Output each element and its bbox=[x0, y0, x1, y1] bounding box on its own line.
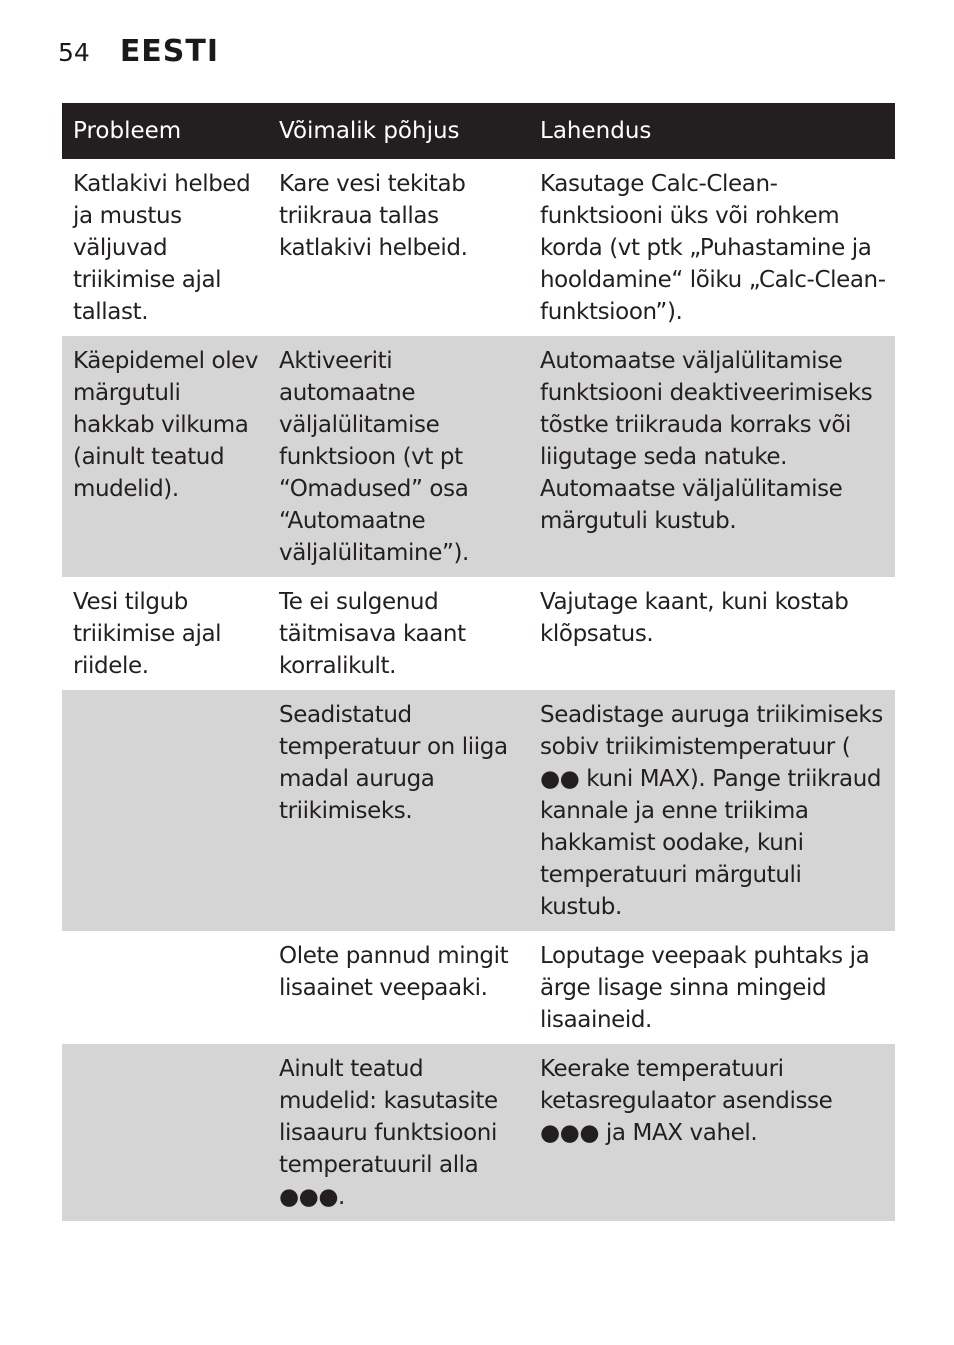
column-header-problem: Probleem bbox=[62, 103, 268, 159]
problem-cell bbox=[62, 931, 268, 1044]
cause-cell: Te ei sulgenud täitmisava kaant korralikult. bbox=[279, 589, 466, 679]
cause-cell: Kare vesi tekitab triikraua tallas katlakivi helbeid. bbox=[279, 171, 468, 261]
section-title: EESTI bbox=[119, 34, 220, 69]
page-header bbox=[58, 34, 219, 74]
table-row bbox=[62, 577, 895, 690]
column-header-cause: Võimalik põhjus bbox=[268, 103, 529, 159]
table-body bbox=[62, 159, 895, 1221]
page-number: 54 bbox=[58, 38, 90, 67]
table-row bbox=[62, 931, 895, 1044]
solution-cell: Vajutage kaant, kuni kostab klõpsatus. bbox=[540, 589, 849, 647]
problem-cell: Käepidemel olev märgutuli hakkab vilkuma (ainult teatud mudelid). bbox=[62, 336, 268, 577]
table-header bbox=[62, 103, 895, 159]
problem-cell bbox=[62, 1044, 268, 1221]
solution-cell: Kasutage Calc-Clean-funktsiooni üks või rohkem korda (vt ptk „Puhastamine ja hooldamine“ lõiku „Calc-Clean-funktsioon”). bbox=[540, 171, 886, 325]
table-row bbox=[62, 159, 895, 336]
table-header-row bbox=[62, 103, 895, 159]
problem-cell bbox=[62, 690, 268, 931]
cause-cell: Olete pannud mingit lisaainet veepaaki. bbox=[279, 943, 509, 1001]
cause-cell: Ainult teatud mudelid: kasutasite lisaauru funktsiooni temperatuuril alla ●●●. bbox=[268, 1044, 529, 1221]
cause-cell: Aktiveeriti automaatne väljalülitamise funktsioon (vt pt “Omadused” osa “Automaatne väljalülitamine”). bbox=[268, 336, 529, 577]
solution-cell: Seadistage auruga triikimiseks sobiv triikimistemperatuur ( ●● kuni MAX). Pange triikraud kannale ja enne triikima hakkamist oodake, kuni temperatuuri märgutuli kustub. bbox=[529, 690, 895, 931]
solution-cell: Keerake temperatuuri ketasregulaator asendisse ●●● ja MAX vahel. bbox=[529, 1044, 895, 1221]
troubleshooting-table bbox=[62, 103, 895, 1221]
solution-cell: Loputage veepaak puhtaks ja ärge lisage sinna mingeid lisaaineid. bbox=[540, 943, 870, 1033]
problem-cell: Vesi tilgub triikimise ajal riidele. bbox=[73, 589, 222, 679]
column-header-solution: Lahendus bbox=[529, 103, 895, 159]
table-row bbox=[62, 336, 895, 577]
table-row bbox=[62, 1044, 895, 1221]
problem-cell: Katlakivi helbed ja mustus väljuvad triikimise ajal tallast. bbox=[73, 171, 251, 325]
cause-cell: Seadistatud temperatuur on liiga madal auruga triikimiseks. bbox=[268, 690, 529, 931]
table-row bbox=[62, 690, 895, 931]
solution-cell: Automaatse väljalülitamise funktsiooni deaktiveerimiseks tõstke triikrauda korraks või liigutage seda natuke. Automaatse väljalülitamise märgutuli kustub. bbox=[529, 336, 895, 577]
